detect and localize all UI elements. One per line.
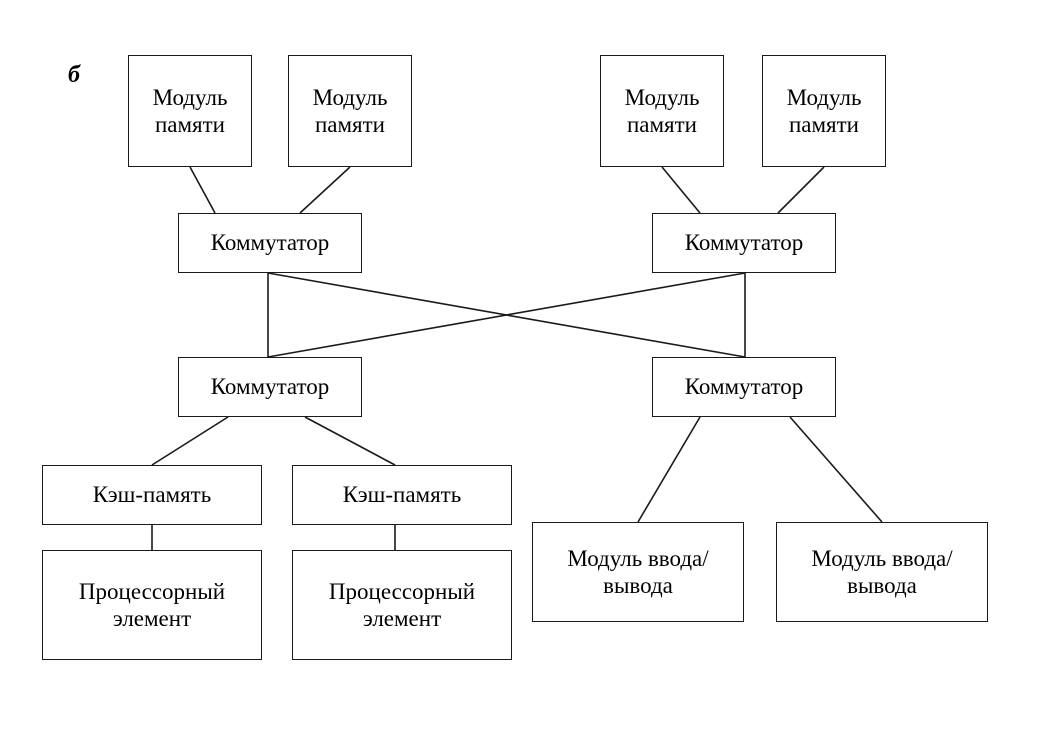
- node-label-mem4: Модуль памяти: [786, 84, 862, 137]
- node-label-sw4: Коммутатор: [684, 374, 804, 400]
- node-mem4: [762, 55, 886, 167]
- connector-mem2-sw1: [300, 167, 350, 213]
- connector-sw4-io1: [638, 417, 700, 522]
- node-pe2: [292, 550, 512, 660]
- node-label-cache2: Кэш-память: [342, 482, 462, 508]
- node-label-mem1: Модуль памяти: [152, 84, 228, 137]
- node-sw4: [652, 357, 836, 417]
- connector-sw3-cache2: [305, 417, 395, 465]
- connector-sw3-cache1: [152, 417, 228, 465]
- node-io1: [532, 522, 744, 622]
- node-label-sw3: Коммутатор: [210, 374, 330, 400]
- connector-mem3-sw2: [662, 167, 700, 213]
- node-label-io1: Модуль ввода/ вывода: [567, 545, 709, 598]
- node-mem3: [600, 55, 724, 167]
- panel-label: б: [68, 62, 80, 88]
- node-sw1: [178, 213, 362, 273]
- node-label-cache1: Кэш-память: [92, 482, 212, 508]
- connector-sw4-io2: [790, 417, 882, 522]
- node-mem2: [288, 55, 412, 167]
- node-sw3: [178, 357, 362, 417]
- node-cache1: [42, 465, 262, 525]
- node-label-pe1: Процессорный элемент: [78, 578, 226, 631]
- connector-mem4-sw2: [778, 167, 824, 213]
- node-label-sw2: Коммутатор: [684, 230, 804, 256]
- node-label-sw1: Коммутатор: [210, 230, 330, 256]
- node-label-mem2: Модуль памяти: [312, 84, 388, 137]
- node-label-pe2: Процессорный элемент: [328, 578, 476, 631]
- node-sw2: [652, 213, 836, 273]
- node-label-io2: Модуль ввода/ вывода: [811, 545, 953, 598]
- node-cache2: [292, 465, 512, 525]
- node-mem1: [128, 55, 252, 167]
- connector-mem1-sw1: [190, 167, 215, 213]
- node-pe1: [42, 550, 262, 660]
- node-label-mem3: Модуль памяти: [624, 84, 700, 137]
- node-io2: [776, 522, 988, 622]
- page-bottom-edge: [0, 730, 1042, 736]
